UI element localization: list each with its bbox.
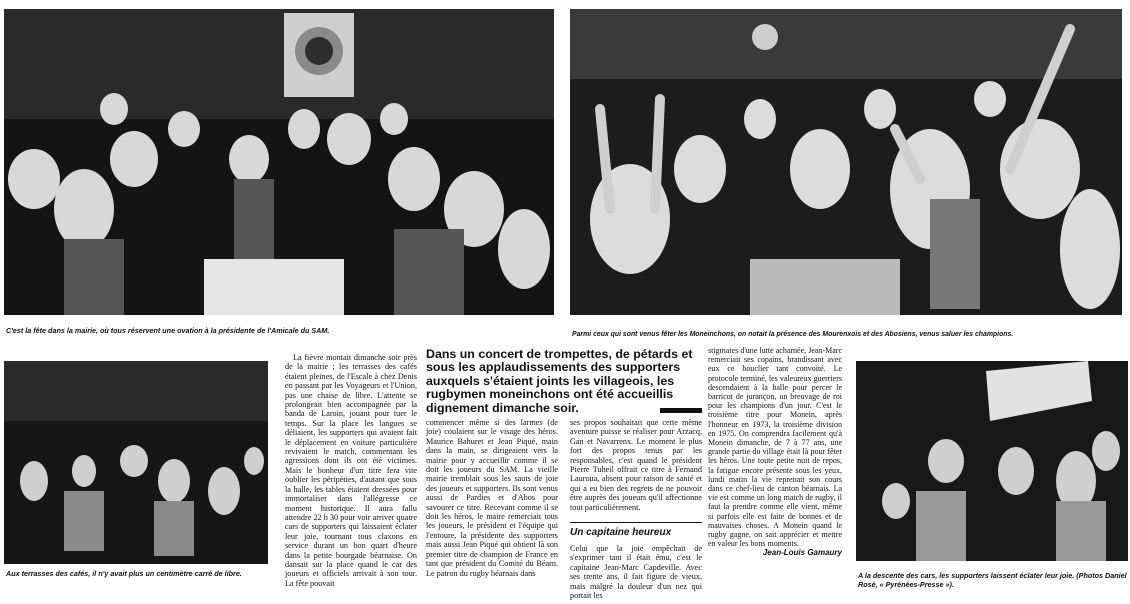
photo-moneinchons-supporters bbox=[570, 9, 1122, 315]
article-text-col4: stigmates d'une lutte acharnée, Jean-Marc remerciait ses copains, brandissant avec eux ce bouclier tant convoité. Le protocole terminé, les valeureux guerriers descendaient à la halle pour percer le barricot de jurançon, un breuvage de roi pour les champions d'un jour. C'est le troisième titre pour Monein, après l'honneur en 1973, la troisième division en 1975. On comprendra facilement qu'à Monein dimanche, de 7 à 77 ans, une grande partie du village était là pour fêter les héros. Une toute petite nuit de repos, la fatigue encore présente sous les yeux, lundi matin la vie reprenait son cours dans ce chef-lieu de canton béarnais. La vie est comme un long match de rugby, il faut la prendre comme elle vient, même si parfois elle est faite de bonnes et de mauvaises choses. A Monein quand le rugby gagne, on sait apprécier et mettre en valeur les bons moments. bbox=[708, 346, 842, 549]
article-text-col1: La fièvre montait dimanche soir près de la mairie ; les terrasses des cafés étaient pleines, de l'Escale à chez Denis en passant par les Voyageurs et l'Union, pas une chaise de libre. L'attente se prolongeait bien accompagnée par la banda de Laroin, jouant pour tuer le temps. Sur la place les langues se déliaient, les supporters qui avaient fait le déplacement en voiture particulière revivaient le match, commentant les agressions dont ils ont été victimes. Mais le bonheur d'un titre fera vite oublier les péripéties, d'autant que sous la halle, les tables étaient dressées pour immortaliser dans l'allégresse ce moment historique. Il aura fallu attendre 22 h 30 pour voir arriver quatre cars de supporters qui laissaient éclater leur joie, tournant tous claxons en service durant un bon quart d'heure dans la petite bourgade béarnaise. On dansait sur la place quand le car des joueurs et officiels arrivait à son tour. La fête pouvait bbox=[285, 353, 417, 588]
article-text-col3a: ses propos souhaitait que cette même aventure puisse se réaliser pour Arzacq, Gan et Navarrenx. Le moment le plus fort des propos tenus par les responsables, c'est quand le président Pierre Tuheil offrait ce titre à Fernand Lauroua, absent pour raison de santé et qui a eu bien des regrets de ne pouvoir être auprès des joueurs qu'il affectionne tout particulièrement. bbox=[570, 418, 702, 512]
headline-rule bbox=[660, 408, 702, 413]
caption-top-left: C'est la fête dans la mairie, où tous réservent une ovation à la présidente de l'Amicale du SAM. bbox=[6, 326, 330, 335]
article-signature: Jean-Louis Gamaury bbox=[762, 548, 842, 558]
caption-bottom-right: A la descente des cars, les supporters laissent éclater leur joie. (Photos Daniel Rosé, « Pyrénées-Presse »). bbox=[858, 571, 1127, 589]
photo-cafe-terraces bbox=[4, 361, 268, 564]
article-column-4 bbox=[708, 346, 842, 594]
article-text-col2: commencer même si des larmes (de joie) coulaient sur le visage des héros. Maurice Bahuret et Jean Piqué, main dans la main, se dirigeaient vers la mairie pour y accueillir comme il se doit les joueurs du SAM. La vieille mairie tremblait sous les sauts de joie des joueurs et supporters. Ils sont venus aussi de Pardies et d'Abos pour savourer ce titre. Recevant comme il se doit les héros, le maire remerciait tous les joueurs, le président et l'équipe qui l'entoure, la présidente des supporters mais aussi Jean Piqué qui obtient là son premier titre de champion de France en tant que président du Comité du Béarn. Le patron du rugby béarnais dans bbox=[426, 418, 558, 578]
caption-bottom-left: Aux terrasses des cafés, il n'y avait plus un centimètre carré de libre. bbox=[6, 569, 242, 578]
article-column-3b bbox=[570, 544, 702, 604]
photo-bus-arrival bbox=[856, 361, 1128, 561]
subhead-capitaine: Un capitaine heureux bbox=[570, 527, 672, 538]
article-column-3 bbox=[570, 418, 702, 520]
article-column-1 bbox=[285, 353, 417, 604]
article-headline: Dans un concert de trompettes, de pétards et sous les applaudissements des supporters auxquels s'étaient joints les villageois, les rugbymen moneinchons ont été accueillis dignement dimanche soir. bbox=[426, 347, 693, 415]
caption-top-right: Parmi ceux qui sont venus fêter les Moneinchons, on notait la présence des Mourenxois et des Abosiens, venus saluer les champions. bbox=[572, 331, 1014, 338]
article-text-col3b: Celui que la joie empêchait de s'exprimer tant il était ému, c'est le capitaine Jean-Marc Capdeville. Avec ses trente ans, il fait figure de vieux, mais malgré la douleur d'un nez qui portait les bbox=[570, 544, 702, 601]
subhead-rule bbox=[570, 522, 702, 523]
photo-mairie-celebration bbox=[4, 9, 554, 315]
article-column-2 bbox=[426, 418, 558, 604]
